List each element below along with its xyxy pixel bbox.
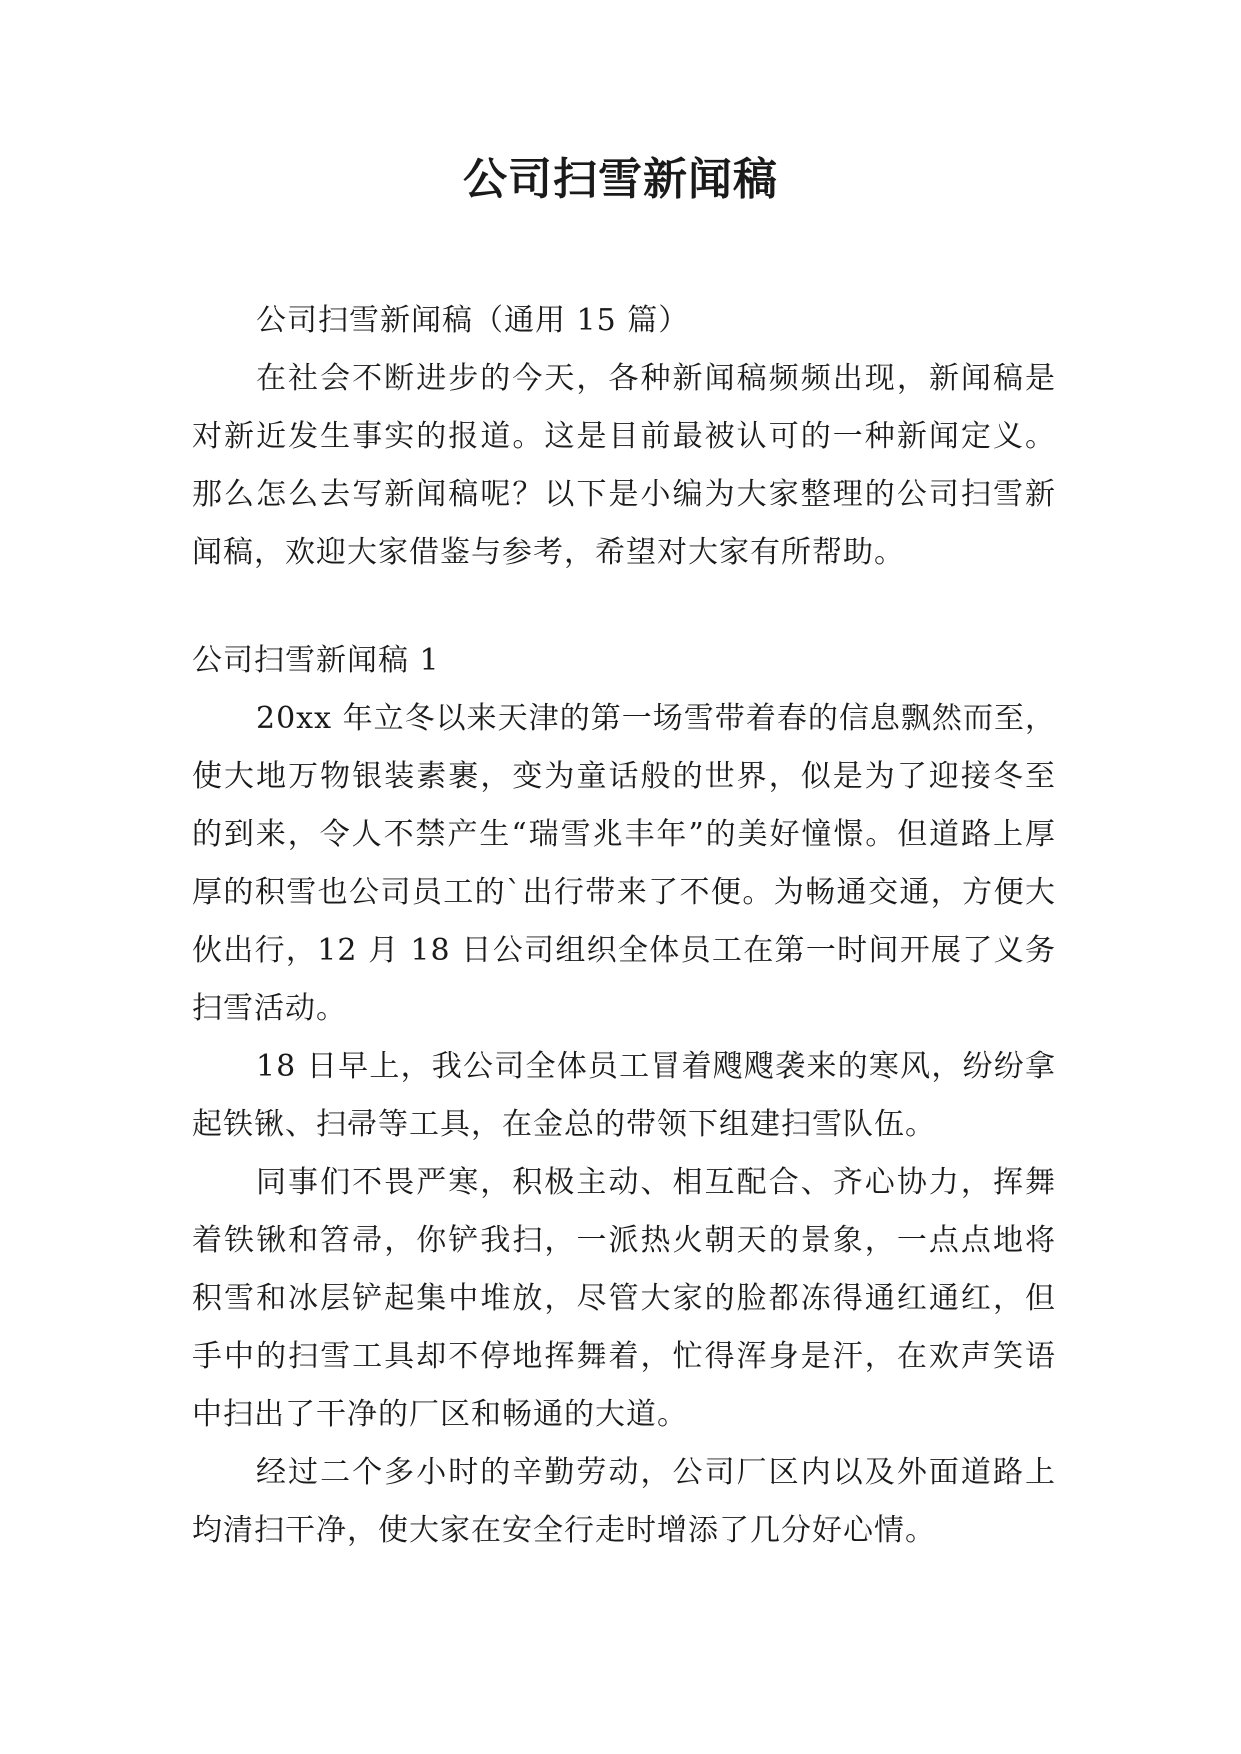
intro-paragraph: 在社会不断进步的今天，各种新闻稿频频出现，新闻稿是对新近发生事实的报道。这是目前最被认可的一种新闻定义。那么怎么去写新闻稿呢？以下是小编为大家整理的公司扫雪新闻稿，欢迎大家借鉴与参考，希望对大家有所帮助。 bbox=[192, 361, 1056, 570]
body-paragraph: 18 日早上，我公司全体员工冒着飕飕袭来的寒风，纷纷拿起铁锹、扫帚等工具，在金总的带领下组建扫雪队伍。 bbox=[192, 1049, 1056, 1142]
document-body bbox=[192, 292, 1056, 1560]
body-paragraph: 经过二个多小时的辛勤劳动，公司厂区内以及外面道路上均清扫干净，使大家在安全行走时增添了几分好心情。 bbox=[192, 1455, 1056, 1548]
document-title: 公司扫雪新闻稿 bbox=[463, 154, 778, 205]
body-paragraph: 20xx 年立冬以来天津的第一场雪带着春的信息飘然而至，使大地万物银装素裹，变为童话般的世界，似是为了迎接冬至的到来，令人不禁产生“瑞雪兆丰年”的美好憧憬。但道路上厚厚的积雪也公司员工的`出行带来了不便。为畅通交通，方便大伙出行，12 月 18 日公司组织全体员工在第一时间开展了义务扫雪活动。 bbox=[192, 701, 1056, 1026]
document-subtitle: 公司扫雪新闻稿（通用 15 篇） bbox=[256, 303, 690, 338]
section-heading: 公司扫雪新闻稿 1 bbox=[192, 643, 440, 678]
body-paragraph: 同事们不畏严寒，积极主动、相互配合、齐心协力，挥舞着铁锹和笤帚，你铲我扫，一派热火朝天的景象，一点点地将积雪和冰层铲起集中堆放，尽管大家的脸都冻得通红通红，但手中的扫雪工具却不停地挥舞着，忙得浑身是汗，在欢声笑语中扫出了干净的厂区和畅通的大道。 bbox=[192, 1165, 1056, 1432]
